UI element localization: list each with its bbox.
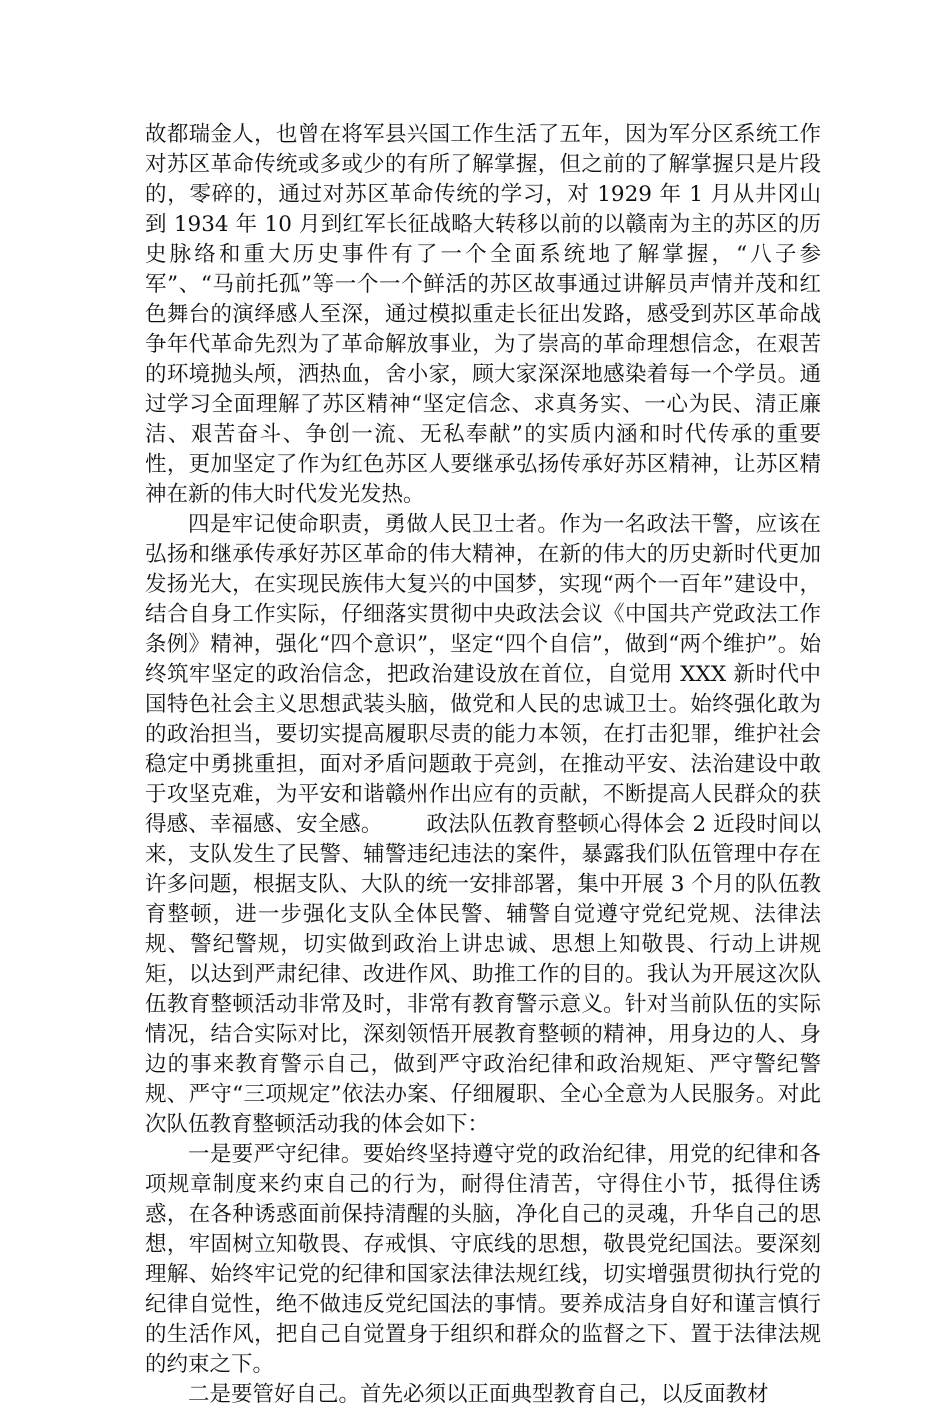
paragraph-2 bbox=[145, 510, 821, 1140]
paragraph-4: 二是要管好自己。首先必须以正面典型教育自己，以反面教材 bbox=[188, 1382, 769, 1407]
paragraph-2-body: 四是牢记使命职责，勇做人民卫士者。作为一名政法干警，应该在弘扬和继承传承好苏区革命的伟大精神，在新的伟大的历史新时代更加发扬光大，在实现民族伟大复兴的中国梦，实现“两个一百年”建设中，结合自身工作实际，仔细落实贯彻中央政法会议《中国共产党政法工作条例》精神，强化“四个意识”，坚定“四个自信”，做到“两个维护”。始终筑牢坚定的政治信念，把政治建设放在首位，自觉用 XXX 新时代中国特色社会主义思想武装头脑，做党和人民的忠诚卫士。始终强化敢为的政治担当，要切实提高履职尽责的能力本领，在打击犯罪，维护社会稳定中勇挑重担，面对矛盾问题敢于亮剑，在推动平安、法治建设中敢于攻坚克难，为平安和谐赣州作出应有的贡献，不断提高人民群众的获得感、幸福感、安全感。 bbox=[145, 512, 821, 837]
document-page bbox=[145, 120, 821, 1410]
paragraph-2-tail: 政法队伍教育整顿心得体会 2 近段时间以来，支队发生了民警、辅警违纪违法的案件，暴露我们队伍管理中存在许多问题，根据支队、大队的统一安排部署，集中开展 3 个月的队伍教育整顿，进一步强化支队全体民警、辅警自觉遵守党纪党规、法律法规、警纪警规，切实做到政治上讲忠诚、思想上知敬畏、行动上讲规矩，以达到严肃纪律、改进作风、助推工作的目的。我认为开展这次队伍教育整顿活动非常及时，非常有教育警示意义。针对当前队伍的实际情况，结合实际对比，深刻领悟开展教育整顿的精神，用身边的人、身边的事来教育警示自己，做到严守政治纪律和政治规矩、严守警纪警规、严守“三项规定”依法办案、仔细履职、全心全意为人民服务。对此次队伍教育整顿活动我的体会如下： bbox=[145, 812, 821, 1137]
paragraph-1: 故都瑞金人，也曾在将军县兴国工作生活了五年，因为军分区系统工作对苏区革命传统或多或少的有所了解掌握，但之前的了解掌握只是片段的，零碎的，通过对苏区革命传统的学习，对 1929 年 1 月从井冈山到 1934 年 10 月到红军长征战略大转移以前的以赣南为主的苏区的历史脉络和重大历史事件有了一个全面系统地了解掌握，“八子参军”、“马前托孤”等一个一个鲜活的苏区故事通过讲解员声情并茂和红色舞台的演绎感人至深，通过模拟重走长征出发路，感受到苏区革命战争年代革命先烈为了革命解放事业，为了崇高的革命理想信念，在艰苦的环境抛头颅，洒热血，舍小家，顾大家深深地感染着每一个学员。通过学习全面理解了苏区精神“坚定信念、求真务实、一心为民、清正廉洁、艰苦奋斗、争创一流、无私奉献”的实质内涵和时代传承的重要性，更加坚定了作为红色苏区人要继承弘扬传承好苏区精神，让苏区精神在新的伟大时代发光发热。 bbox=[145, 122, 821, 507]
paragraph-3: 一是要严守纪律。要始终坚持遵守党的政治纪律，用党的纪律和各项规章制度来约束自己的行为，耐得住清苦，守得住小节，抵得住诱惑，在各种诱惑面前保持清醒的头脑，净化自己的灵魂，升华自己的思想，牢固树立知敬畏、存戒惧、守底线的思想，敬畏党纪国法。要深刻理解、始终牢记党的纪律和国家法律法规红线，切实增强贯彻执行党的纪律自觉性，绝不做违反党纪国法的事情。要养成洁身自好和谨言慎行的生活作风，把自己自觉置身于组织和群众的监督之下、置于法律法规的约束之下。 bbox=[145, 1142, 821, 1377]
